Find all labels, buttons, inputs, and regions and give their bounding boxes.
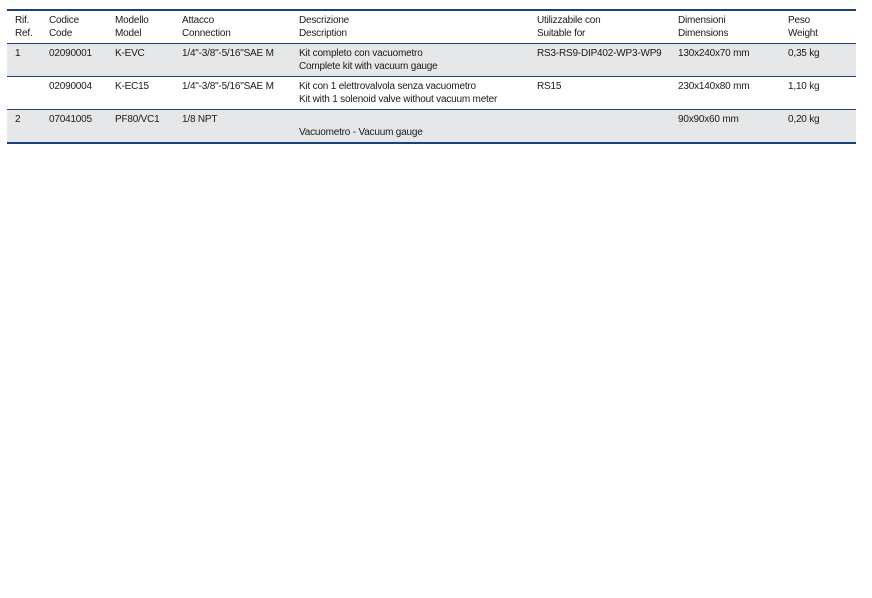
- cell-dimensions: 90x90x60 mm: [678, 114, 739, 125]
- header-connection: Attacco Connection: [182, 15, 231, 39]
- cell-connection: 1/4"-3/8"-5/16"SAE M: [182, 48, 274, 59]
- cell-description: [291, 44, 529, 77]
- table-header-row: [7, 11, 856, 44]
- cell-weight: 1,10 kg: [788, 81, 820, 92]
- table-row: [7, 110, 856, 143]
- cell-model: K-EC15: [115, 81, 149, 92]
- table-row: [7, 44, 856, 77]
- cell-weight: 0,20 kg: [788, 114, 820, 125]
- header-suitable-for: Utilizzabile con Suitable for: [537, 15, 601, 39]
- spec-table: [7, 11, 856, 142]
- description-en: Complete kit with vacuum gauge: [299, 60, 438, 72]
- cell-code: 02090001: [49, 48, 92, 59]
- table-bottom-rule: [7, 142, 856, 144]
- cell-suitable-for: RS3-RS9-DIP402-WP3-WP9: [537, 48, 662, 59]
- cell-dimensions: 230x140x80 mm: [678, 81, 750, 92]
- cell-ref: [7, 77, 41, 110]
- description-it: [299, 114, 529, 127]
- header-ref: Rif. Ref.: [15, 15, 33, 39]
- header-code: Codice Code: [49, 15, 79, 39]
- cell-ref: 1: [15, 48, 21, 59]
- cell-description: [291, 110, 529, 143]
- header-description: Descrizione Description: [299, 15, 350, 39]
- cell-ref: 2: [15, 114, 21, 125]
- spec-table-container: [7, 9, 856, 144]
- description-it: Kit completo con vacuometro: [299, 48, 423, 59]
- cell-dimensions: 130x240x70 mm: [678, 48, 750, 59]
- cell-code: 07041005: [49, 114, 92, 125]
- cell-code: 02090004: [49, 81, 92, 92]
- table-row: [7, 77, 856, 110]
- header-model: Modello Model: [115, 15, 149, 39]
- cell-connection: 1/8 NPT: [182, 114, 218, 125]
- cell-suitable-for: [529, 110, 670, 143]
- cell-connection: 1/4"-3/8"-5/16"SAE M: [182, 81, 274, 92]
- cell-description: [291, 77, 529, 110]
- header-dimensions: Dimensioni Dimensions: [678, 15, 729, 39]
- cell-model: K-EVC: [115, 48, 145, 59]
- description-en: Vacuometro - Vacuum gauge: [299, 126, 423, 138]
- header-weight: Peso Weight: [788, 15, 818, 39]
- cell-weight: 0,35 kg: [788, 48, 820, 59]
- description-en: Kit with 1 solenoid valve without vacuum meter: [299, 93, 498, 105]
- description-it: Kit con 1 elettrovalvola senza vacuometro: [299, 81, 476, 92]
- cell-model: PF80/VC1: [115, 114, 160, 125]
- cell-suitable-for: RS15: [537, 81, 562, 92]
